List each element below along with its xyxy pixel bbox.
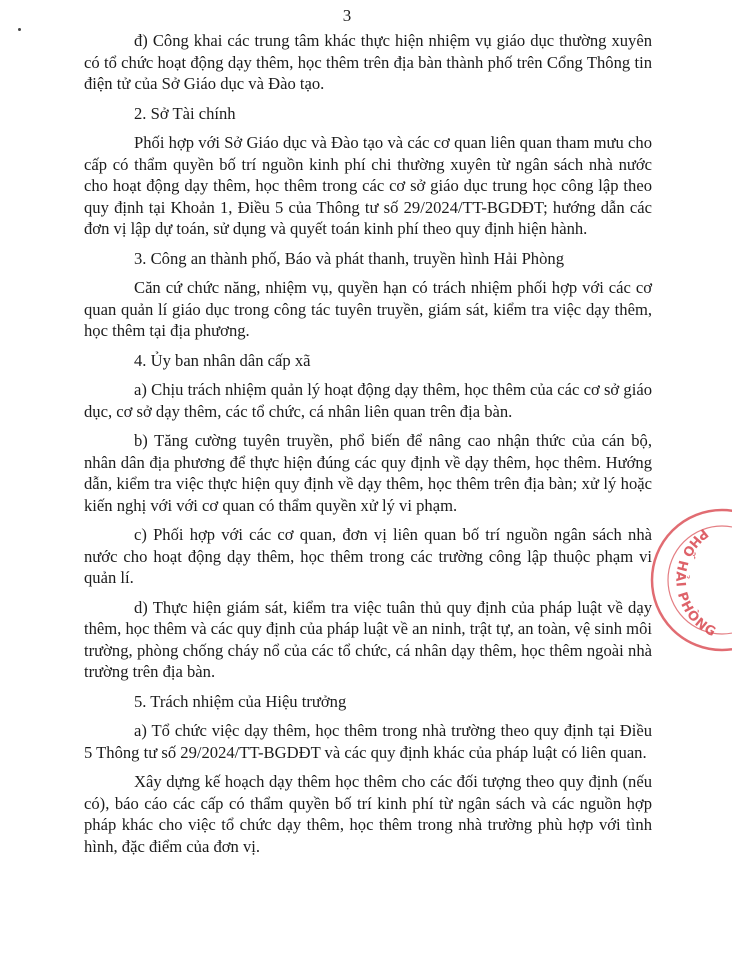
paragraph-d-public-centers: đ) Công khai các trung tâm khác thực hiện nhiệm vụ giáo dục thường xuyên có tổ chức hoạt động dạy thêm, học thêm trên địa bàn thành phố trên Cổng Thông tin điện tử của Sở Giáo dục và Đào tạo.	[84, 31, 652, 93]
paragraph-commune-b: b) Tăng cường tuyên truyền, phổ biến để nâng cao nhận thức của cán bộ, nhân dân địa phương để thực hiện đúng các quy định về dạy thêm, học thêm. Hướng dẫn, kiểm tra việc thực hiện quy định về dạy thêm, học thêm trên địa bàn; xử lý hoặc kiến nghị với với cơ quan có thẩm quyền xử lý vi phạm.	[84, 431, 652, 515]
page-number: 3	[342, 6, 352, 25]
heading-police-media: 3. Công an thành phố, Báo và phát thanh, truyền hình Hải Phòng	[134, 248, 564, 268]
paragraph-principal-a: a) Tổ chức việc dạy thêm, học thêm trong nhà trường theo quy định tại Điều 5 Thông tư số 29/2024/TT-BGDĐT và các quy định khác của pháp luật có liên quan.	[84, 721, 652, 762]
heading-commune-committee: 4. Ủy ban nhân dân cấp xã	[134, 350, 311, 370]
heading-department-finance: 2. Sở Tài chính	[134, 103, 236, 123]
svg-text:PHỐ HẢI PHÒNG: PHỐ HẢI PHÒNG	[672, 525, 719, 641]
paragraph-finance-coordination: Phối hợp với Sở Giáo dục và Đào tạo và các cơ quan liên quan tham mưu cho cấp có thẩm quyền bố trí nguồn kinh phí chi thường xuyên từ ngân sách nhà nước cho hoạt động dạy thêm, học thêm trong các cơ sở giáo dục trung học công lập theo quy định tại Khoản 1, Điều 5 của Thông tư số 29/2024/TT-BGDĐT; hướng dẫn các đơn vị lập dự toán, sử dụng và quyết toán kinh phí theo quy định hiện hành.	[84, 133, 652, 238]
paragraph-commune-c: c) Phối hợp với các cơ quan, đơn vị liên quan bố trí nguồn ngân sách nhà nước cho hoạt động dạy thêm, học thêm trong các trường công lập thuộc phạm vi quản lí.	[84, 525, 652, 587]
paragraph-commune-d: d) Thực hiện giám sát, kiểm tra việc tuân thủ quy định của pháp luật về dạy thêm, học thêm và các quy định của pháp luật về an ninh, trật tự, an toàn, vệ sinh môi trường, phòng chống cháy nổ của các tổ chức, cá nhân dạy thêm, học thêm ngoài nhà trường trên địa bàn.	[84, 597, 652, 681]
paragraph-principal-plan: Xây dựng kế hoạch dạy thêm học thêm cho các đối tượng theo quy định (nếu có), báo cáo các cấp có thẩm quyền bố trí kinh phí từ ngân sách và các nguồn hợp pháp khác cho việc tổ chức dạy thêm, học thêm trong nhà trường phù hợp với tình hình, đặc điểm của đơn vị.	[84, 772, 652, 856]
document-body	[84, 30, 652, 865]
red-seal-stamp	[622, 505, 732, 655]
scan-speck	[18, 28, 21, 31]
paragraph-police-media-duties: Căn cứ chức năng, nhiệm vụ, quyền hạn có trách nhiệm phối hợp với các cơ quan quản lí giáo dục trong công tác tuyên truyền, giám sát, kiểm tra việc dạy thêm, học thêm tại địa phương.	[84, 278, 652, 340]
paragraph-commune-a: a) Chịu trách nhiệm quản lý hoạt động dạy thêm, học thêm của các cơ sở giáo dục, cơ sở dạy thêm, các tổ chức, cá nhân liên quan trên địa bàn.	[84, 380, 652, 421]
heading-principal-responsibility: 5. Trách nhiệm của Hiệu trưởng	[134, 691, 347, 711]
